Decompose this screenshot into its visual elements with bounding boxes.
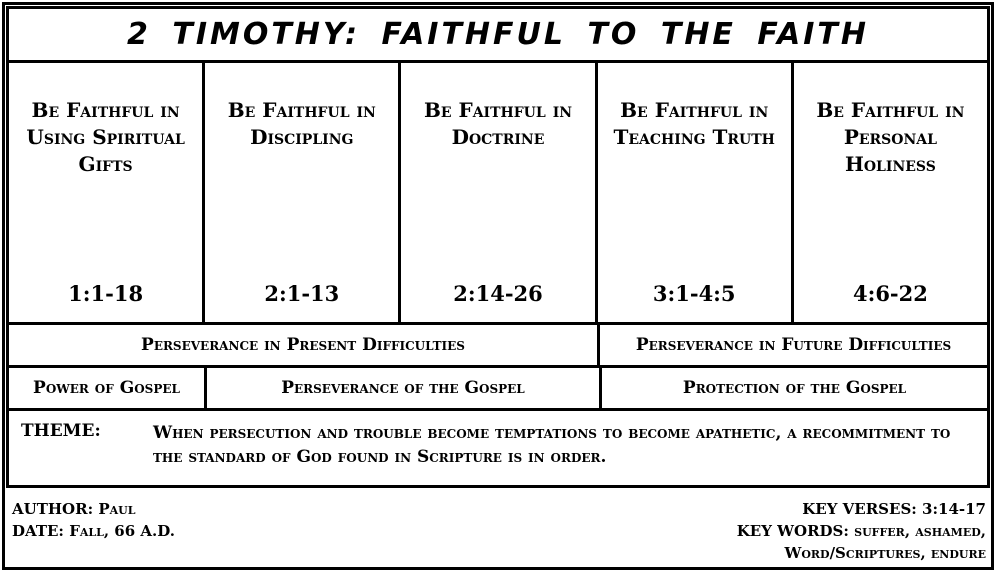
key-words-label: KEY WORDS: — [736, 522, 849, 540]
page-title: 2 TIMOTHY: FAITHFUL TO THE FAITH — [127, 17, 869, 52]
section-reference: 1:1-18 — [68, 281, 144, 306]
perseverance-row — [6, 322, 990, 368]
section-reference: 2:1-13 — [264, 281, 340, 306]
section-reference: 3:1-4:5 — [652, 281, 736, 306]
key-verses-value: 3:14-17 — [922, 500, 986, 518]
key-words-line-2 — [737, 542, 986, 564]
section-name: Be Faithful in Discipling — [227, 98, 376, 149]
section-column — [9, 63, 205, 322]
future-difficulties-cell: Perseverance in Future Difficulties — [635, 335, 952, 355]
theme-box — [6, 408, 990, 488]
section-reference: 4:6-22 — [852, 281, 928, 306]
author-line — [12, 498, 175, 520]
date-line — [12, 520, 175, 542]
protection-of-gospel-cell: Protection of the Gospel — [682, 378, 907, 398]
date-value: Fall, 66 A.D. — [69, 522, 175, 540]
key-words-value-2: Word/Scriptures, endure — [784, 544, 986, 562]
section-name: Be Faithful in Personal Holiness — [816, 98, 965, 176]
section-column — [205, 63, 401, 322]
section-name: Be Faithful in Using Spiritual Gifts — [26, 98, 185, 176]
theme-label: THEME: — [21, 421, 101, 441]
author-value: Paul — [98, 500, 136, 518]
section-name: Be Faithful in Teaching Truth — [613, 98, 775, 149]
section-column — [401, 63, 597, 322]
author-date-info — [12, 498, 175, 542]
key-words-value-1: suffer, ashamed, — [854, 522, 986, 540]
perseverance-of-gospel-cell: Perseverance of the Gospel — [207, 368, 602, 408]
key-verses-label: KEY VERSES: — [802, 500, 917, 518]
section-column — [598, 63, 794, 322]
section-name: Be Faithful in Doctrine — [423, 98, 573, 149]
date-label: DATE: — [12, 522, 64, 540]
title-box — [6, 6, 990, 63]
key-info — [737, 498, 986, 564]
key-words-line — [737, 520, 986, 542]
power-of-gospel-cell: Power of Gospel — [9, 368, 207, 408]
author-label: AUTHOR: — [12, 500, 94, 518]
gospel-row — [6, 365, 990, 411]
key-verses-line — [737, 498, 986, 520]
theme-text: When persecution and trouble become temptations to become apathetic, a recommitment to the standard of God found in Scripture is in order. — [153, 423, 951, 467]
section-column — [794, 63, 987, 322]
section-reference: 2:14-26 — [453, 281, 543, 306]
present-difficulties-cell: Perseverance in Present Difficulties — [9, 325, 600, 365]
sections-row — [6, 60, 990, 325]
